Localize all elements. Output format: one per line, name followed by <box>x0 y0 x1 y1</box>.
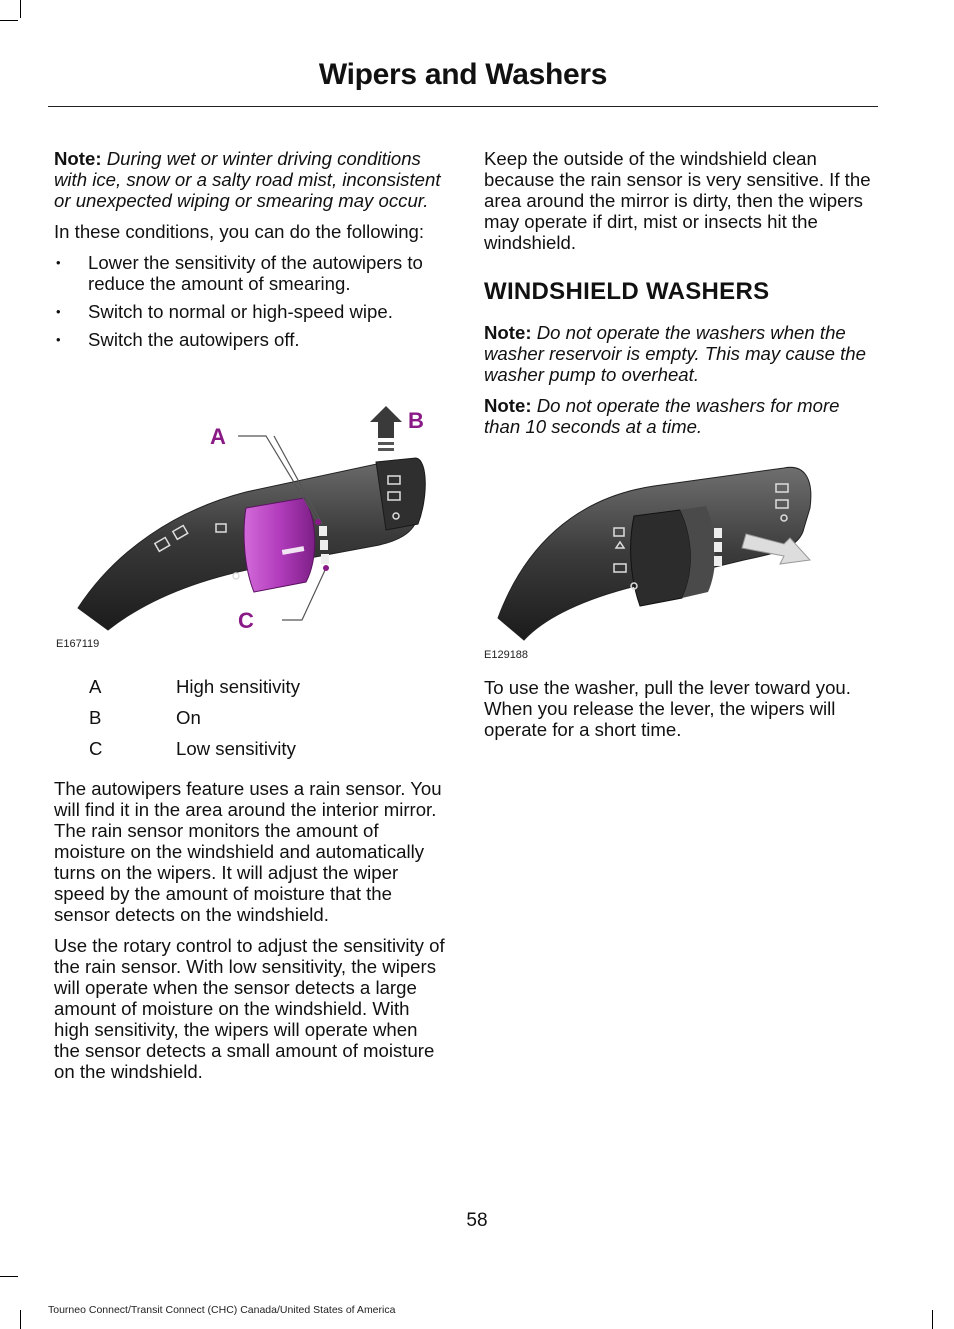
legend-key: B <box>89 707 102 728</box>
bullet-list <box>54 252 446 350</box>
callout-c: C <box>238 608 254 633</box>
intro-paragraph: In these conditions, you can do the following: <box>54 221 425 242</box>
legend-value: On <box>176 707 201 728</box>
callout-b: B <box>408 408 424 433</box>
note-label: Note: <box>484 395 532 416</box>
body-paragraph: The autowipers feature uses a rain sensor. You will find it in the area around the interior mirror. The rain sensor monitors the amount of moisture on the windshield and automatically turns on the wipers. It will adjust the wiper speed by the amount of moisture that the sensor detects on the windshield. <box>54 778 442 925</box>
left-column-top <box>54 148 446 357</box>
note-text: Do not operate the washers for more than 10 seconds at a time. <box>484 395 840 437</box>
legend-key: C <box>89 738 103 759</box>
legend-row <box>89 738 446 769</box>
figure-legend <box>89 676 446 769</box>
body-paragraph: To use the washer, pull the lever toward you. When you release the lever, the wipers will operate for a short time. <box>484 677 851 740</box>
callout-a: A <box>210 424 226 449</box>
title-divider <box>48 106 878 107</box>
note-text: Do not operate the washers when the washer reservoir is empty. This may cause the washer pump to overheat. <box>484 322 866 385</box>
note-text: During wet or winter driving conditions with ice, snow or a salty road mist, inconsistent or unexpected wiping or smearing may occur. <box>54 148 441 211</box>
body-paragraph: Keep the outside of the windshield clean because the rain sensor is very sensitive. If the area around the mirror is dirty, then the wipers may operate if dirt, mist or insects hit the windshield. <box>484 148 871 253</box>
legend-value: High sensitivity <box>176 676 301 697</box>
page-number: 58 <box>466 1210 488 1231</box>
footer-text: Tourneo Connect/Transit Connect (CHC) Canada/United States of America <box>48 1304 396 1316</box>
legend-row <box>89 676 446 707</box>
crop-mark <box>0 20 18 21</box>
figure-id: E129188 <box>484 649 529 661</box>
legend-value: Low sensitivity <box>176 738 296 759</box>
washer-lever-figure <box>484 458 874 648</box>
washer-lever-illustration <box>484 458 874 648</box>
note <box>54 148 446 211</box>
body-paragraph: Use the rotary control to adjust the sensitivity of the rain sensor. With low sensitivity, the wipers will operate when the sensor detects a large amount of moisture on the windshield. With high sensitivity, the wipers will operate when the sensor detects a small amount of moisture on the windshield. <box>54 935 445 1082</box>
right-column-bottom <box>484 677 876 750</box>
note-label: Note: <box>484 322 532 343</box>
figure-id: E167119 <box>56 638 100 650</box>
note-label: Note: <box>54 148 102 169</box>
bullet-item: • Switch to normal or high-speed wipe. <box>54 301 446 322</box>
crop-mark <box>932 1310 933 1329</box>
bullet-item: • Switch the autowipers off. <box>54 329 446 350</box>
legend-row <box>89 707 446 738</box>
note <box>484 322 876 385</box>
bullet-item: • Lower the sensitivity of the autowipers to reduce the amount of smearing. <box>54 252 446 294</box>
crop-mark <box>20 0 21 18</box>
section-heading: WINDSHIELD WASHERS <box>484 278 770 305</box>
wiper-lever-figure <box>56 400 446 646</box>
note <box>484 395 876 437</box>
crop-mark <box>20 1310 21 1329</box>
crop-mark <box>0 1276 18 1277</box>
left-column-bottom <box>54 778 446 1092</box>
right-column-top <box>484 148 876 447</box>
legend-key: A <box>89 676 102 697</box>
page-title: Wipers and Washers <box>318 58 608 91</box>
